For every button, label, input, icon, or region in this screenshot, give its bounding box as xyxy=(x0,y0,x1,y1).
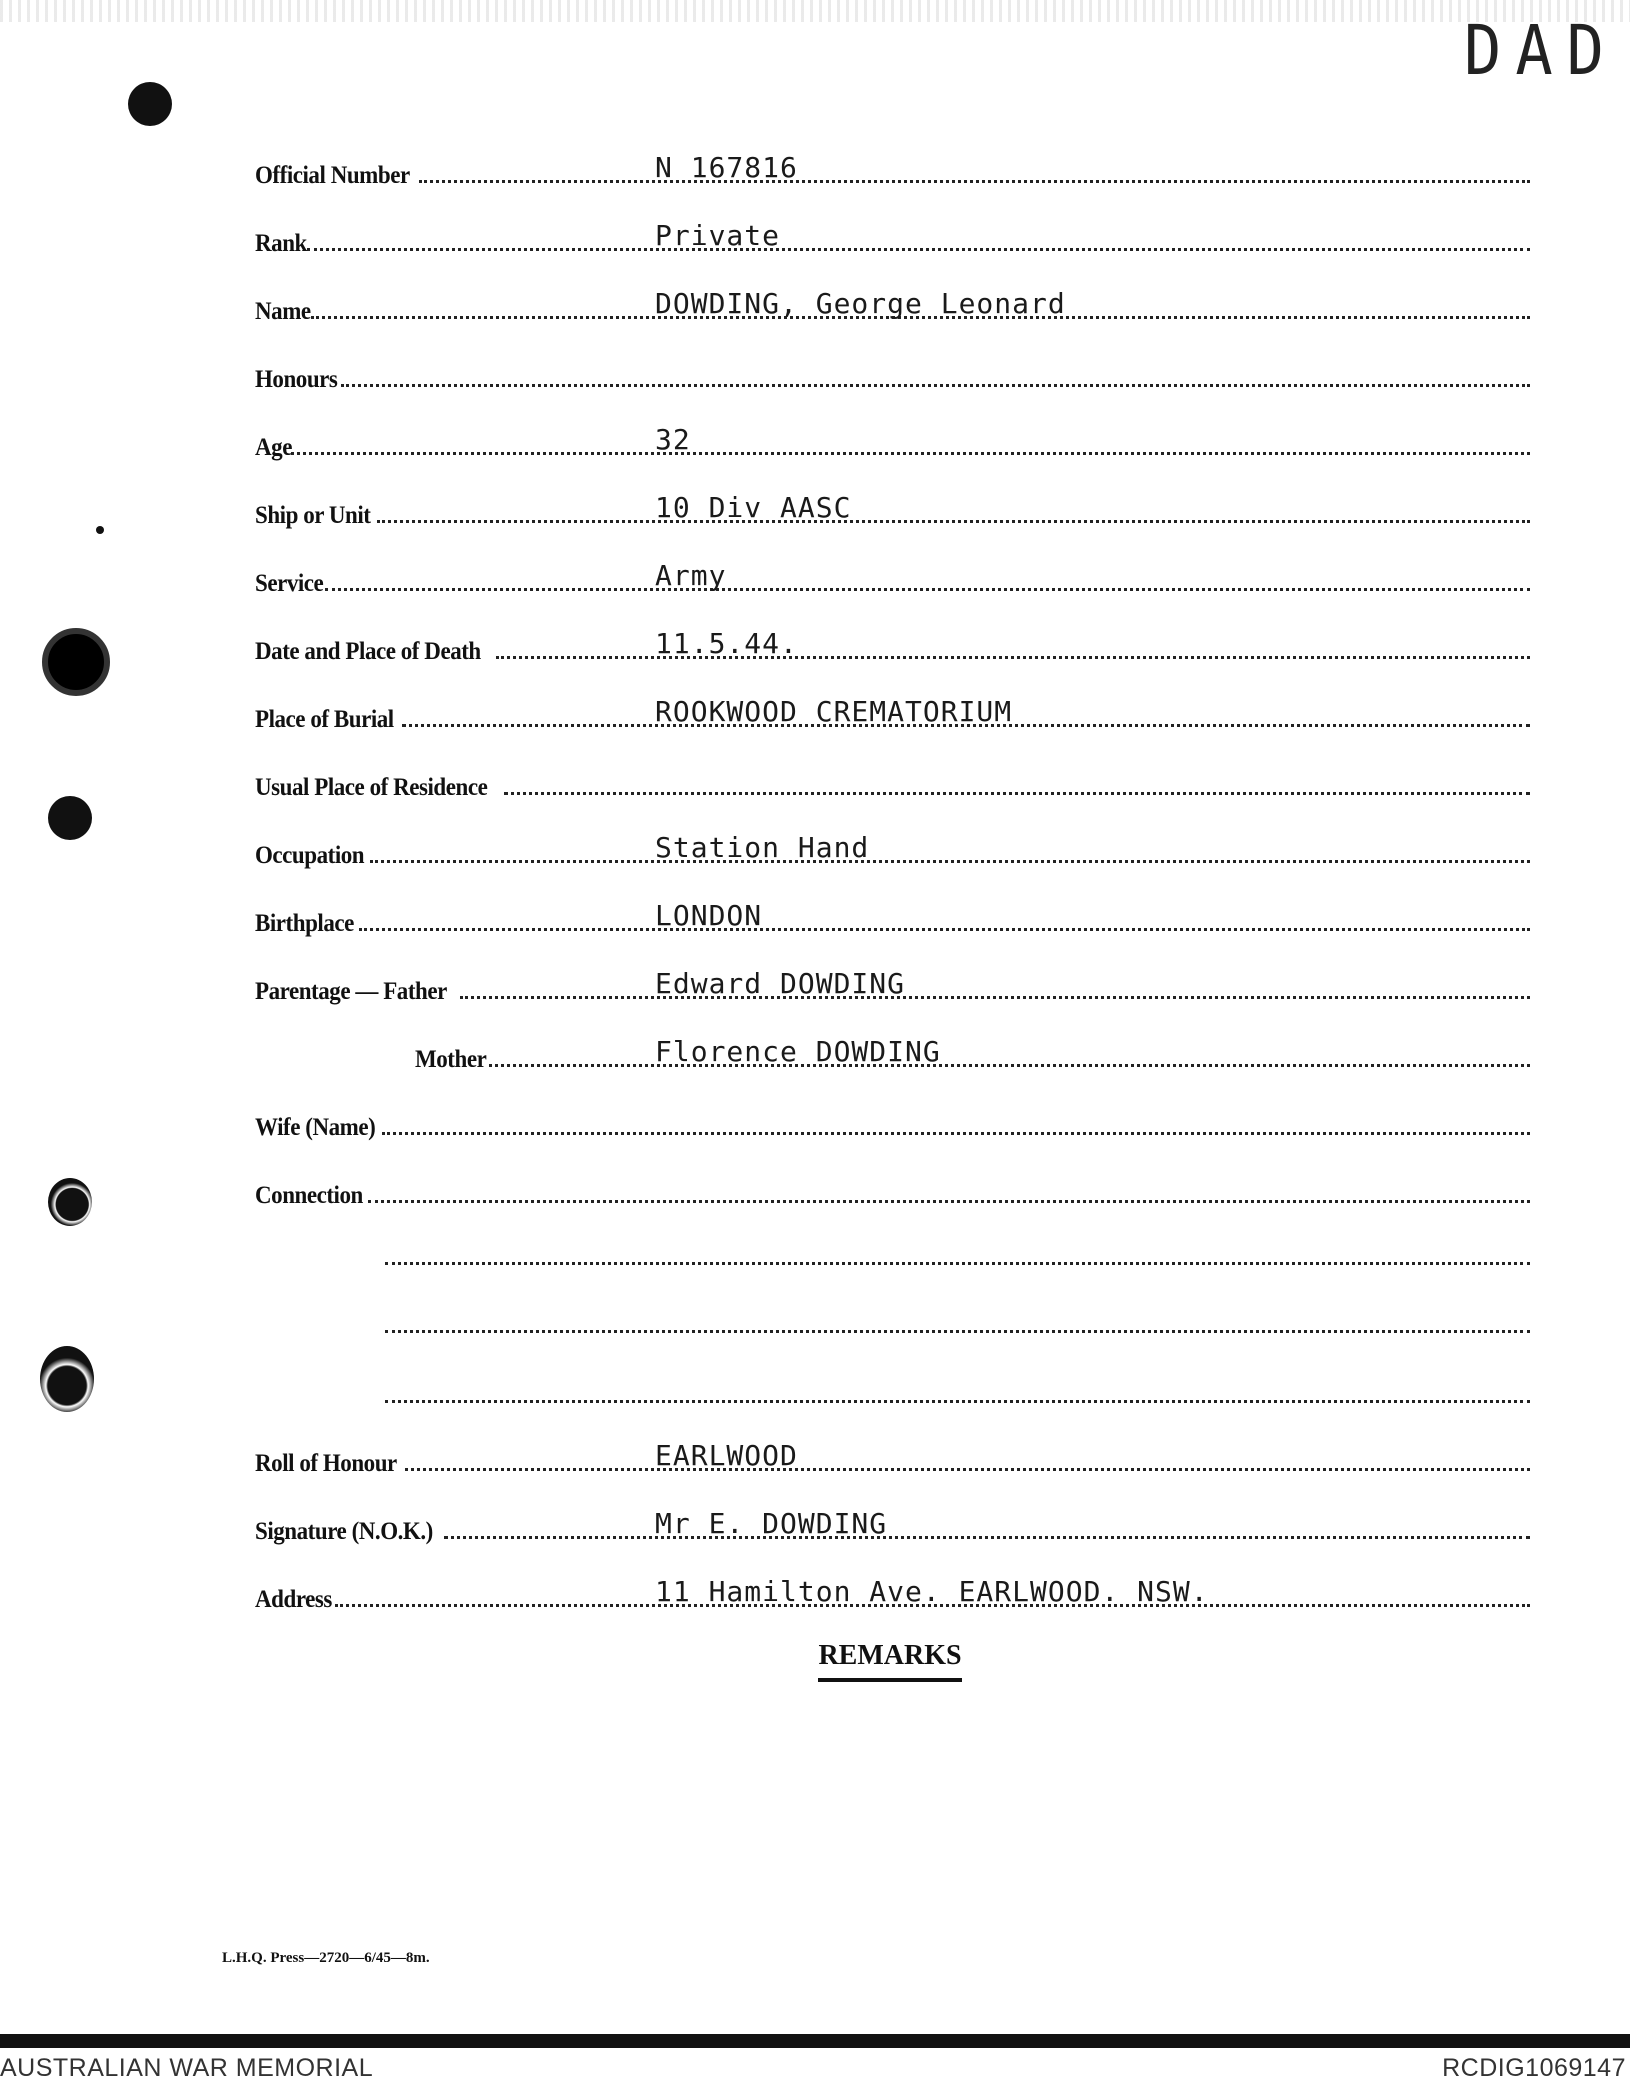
field-label: Date and Place of Death xyxy=(255,638,481,665)
form-row xyxy=(255,490,1530,530)
field-label: Honours xyxy=(255,366,338,393)
connection-continuation-line xyxy=(385,1400,1530,1403)
dotted-line xyxy=(307,248,1530,251)
field-label: Official Number xyxy=(255,162,410,189)
printer-imprint: L.H.Q. Press—2720—6/45—8m. xyxy=(222,1950,430,1966)
form-row xyxy=(255,1506,1530,1546)
punch-hole-icon xyxy=(48,796,92,840)
form-row xyxy=(255,1170,1530,1210)
dotted-line xyxy=(382,1132,1530,1135)
field-value: LONDON xyxy=(655,899,763,932)
field-label: Address xyxy=(255,1586,332,1613)
form-row xyxy=(255,694,1530,734)
field-value: 11.5.44. xyxy=(655,627,798,660)
dotted-line xyxy=(377,520,1530,523)
field-label: Connection xyxy=(255,1182,363,1209)
field-label: Age xyxy=(255,434,292,461)
dotted-line xyxy=(489,1064,1530,1067)
footer-left-text: AUSTRALIAN WAR MEMORIAL xyxy=(0,2054,374,2082)
field-label: Wife (Name) xyxy=(255,1114,376,1141)
field-label: Rank xyxy=(255,230,307,257)
footer-rule xyxy=(0,2034,1630,2048)
field-label: Place of Burial xyxy=(255,706,394,733)
field-value: Florence DOWDING xyxy=(655,1035,941,1068)
field-label: Parentage — Father xyxy=(255,978,447,1005)
field-label: Signature (N.O.K.) xyxy=(255,1518,433,1545)
remarks-heading: REMARKS xyxy=(818,1640,961,1682)
dotted-line xyxy=(359,928,1531,931)
field-label: Occupation xyxy=(255,842,365,869)
field-label: Mother xyxy=(415,1046,487,1073)
scan-edge-noise xyxy=(0,0,1630,22)
form-row xyxy=(255,150,1530,190)
punch-hole-icon xyxy=(42,628,110,696)
stamp-dad: DAD xyxy=(1464,10,1618,91)
field-value: ROOKWOOD CREMATORIUM xyxy=(655,695,1013,728)
form-row xyxy=(255,354,1530,394)
dotted-line xyxy=(291,452,1530,455)
dotted-line xyxy=(460,996,1530,999)
form-row xyxy=(255,1102,1530,1142)
form-row xyxy=(255,898,1530,938)
field-label: Birthplace xyxy=(255,910,354,937)
field-value: Station Hand xyxy=(655,831,870,864)
field-value: DOWDING, George Leonard xyxy=(655,287,1066,320)
form-row xyxy=(255,422,1530,462)
footer-right-text: RCDIG1069147 xyxy=(1442,2054,1626,2082)
field-label: Name xyxy=(255,298,311,325)
dotted-line xyxy=(325,588,1530,591)
dotted-line xyxy=(341,384,1530,387)
dotted-line xyxy=(419,180,1530,183)
form-row xyxy=(255,558,1530,598)
field-value: Mr E. DOWDING xyxy=(655,1507,888,1540)
field-value: Private xyxy=(655,219,781,252)
field-label: Service xyxy=(255,570,324,597)
punch-hole-icon xyxy=(40,1346,94,1412)
dotted-line xyxy=(368,1200,1530,1203)
field-value: Army xyxy=(655,559,727,592)
form-row xyxy=(255,286,1530,326)
speck-mark xyxy=(96,526,104,534)
form-row xyxy=(255,966,1530,1006)
dotted-line xyxy=(496,656,1530,659)
field-value: 10 Div AASC xyxy=(655,491,852,524)
form-row xyxy=(255,626,1530,666)
connection-continuation-line xyxy=(385,1330,1530,1333)
form-row xyxy=(415,1034,1530,1074)
dotted-line xyxy=(444,1536,1530,1539)
punch-hole-icon xyxy=(128,82,172,126)
form-row xyxy=(255,762,1530,802)
field-label: Ship or Unit xyxy=(255,502,371,529)
form-row xyxy=(255,1438,1530,1478)
dotted-line xyxy=(504,792,1530,795)
dotted-line xyxy=(370,860,1530,863)
form-row xyxy=(255,1574,1530,1614)
field-value: N 167816 xyxy=(655,151,798,184)
punch-hole-icon xyxy=(48,1178,92,1226)
field-value: 11 Hamilton Ave. EARLWOOD. NSW. xyxy=(655,1575,1209,1608)
field-label: Roll of Honour xyxy=(255,1450,397,1477)
form-row xyxy=(255,218,1530,258)
field-value: 32 xyxy=(655,423,691,456)
connection-continuation-line xyxy=(385,1262,1530,1265)
form-row xyxy=(255,830,1530,870)
field-value: EARLWOOD xyxy=(655,1439,798,1472)
dotted-line xyxy=(405,1468,1530,1471)
field-label: Usual Place of Residence xyxy=(255,774,488,801)
field-value: Edward DOWDING xyxy=(655,967,906,1000)
